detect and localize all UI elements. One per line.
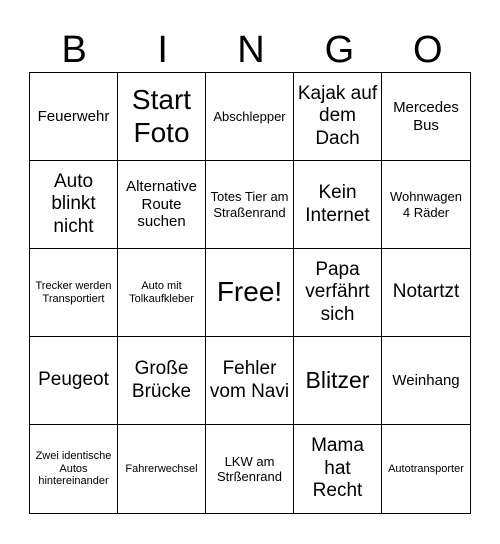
bingo-cell[interactable]: Auto blinkt nicht bbox=[30, 161, 118, 249]
bingo-cell[interactable]: LKW am Strßenrand bbox=[206, 425, 294, 513]
header-letter-g: G bbox=[324, 29, 355, 71]
bingo-cell[interactable]: Peugeot bbox=[30, 337, 118, 425]
bingo-cell[interactable]: Autotransporter bbox=[388, 462, 464, 475]
header-letter-n: N bbox=[237, 29, 265, 71]
bingo-board bbox=[29, 72, 471, 514]
bingo-cell[interactable]: Fehler vom Navi bbox=[206, 337, 294, 425]
bingo-cell[interactable]: Notartzt bbox=[382, 249, 470, 337]
bingo-cell[interactable]: Mercedes Bus bbox=[382, 73, 470, 161]
bingo-cell[interactable]: Abschlepper bbox=[206, 73, 294, 161]
free-cell[interactable]: Free! bbox=[206, 249, 294, 337]
bingo-cell[interactable]: Start Foto bbox=[118, 73, 206, 161]
bingo-cell[interactable]: Feuerwehr bbox=[30, 73, 118, 161]
header-letter-o: O bbox=[413, 29, 443, 71]
bingo-cell[interactable]: Zwei identische Autos hintereinander bbox=[30, 425, 118, 513]
bingo-header bbox=[30, 22, 472, 78]
bingo-cell[interactable]: Weinhang bbox=[382, 337, 470, 425]
bingo-cell[interactable]: Wohnwagen 4 Räder bbox=[382, 161, 470, 249]
bingo-cell[interactable]: Mama hat Recht bbox=[294, 425, 382, 513]
bingo-cell[interactable]: Totes Tier am Straßenrand bbox=[206, 161, 294, 249]
bingo-cell[interactable]: Fahrerwechsel bbox=[118, 425, 206, 513]
bingo-cell[interactable]: Kajak auf dem Dach bbox=[294, 73, 382, 161]
bingo-cell[interactable]: Kein Internet bbox=[294, 161, 382, 249]
bingo-cell[interactable]: Große Brücke bbox=[118, 337, 206, 425]
bingo-cell[interactable]: Trecker werden Transportiert bbox=[30, 249, 118, 337]
bingo-cell[interactable]: Blitzer bbox=[294, 337, 382, 425]
header-letter-i: I bbox=[157, 29, 168, 71]
bingo-cell[interactable]: Papa verfährt sich bbox=[294, 249, 382, 337]
bingo-cell[interactable]: Auto mit Tolkaufkleber bbox=[118, 249, 206, 337]
header-letter-b: B bbox=[61, 29, 87, 71]
bingo-cell[interactable]: Alternative Route suchen bbox=[118, 161, 206, 249]
